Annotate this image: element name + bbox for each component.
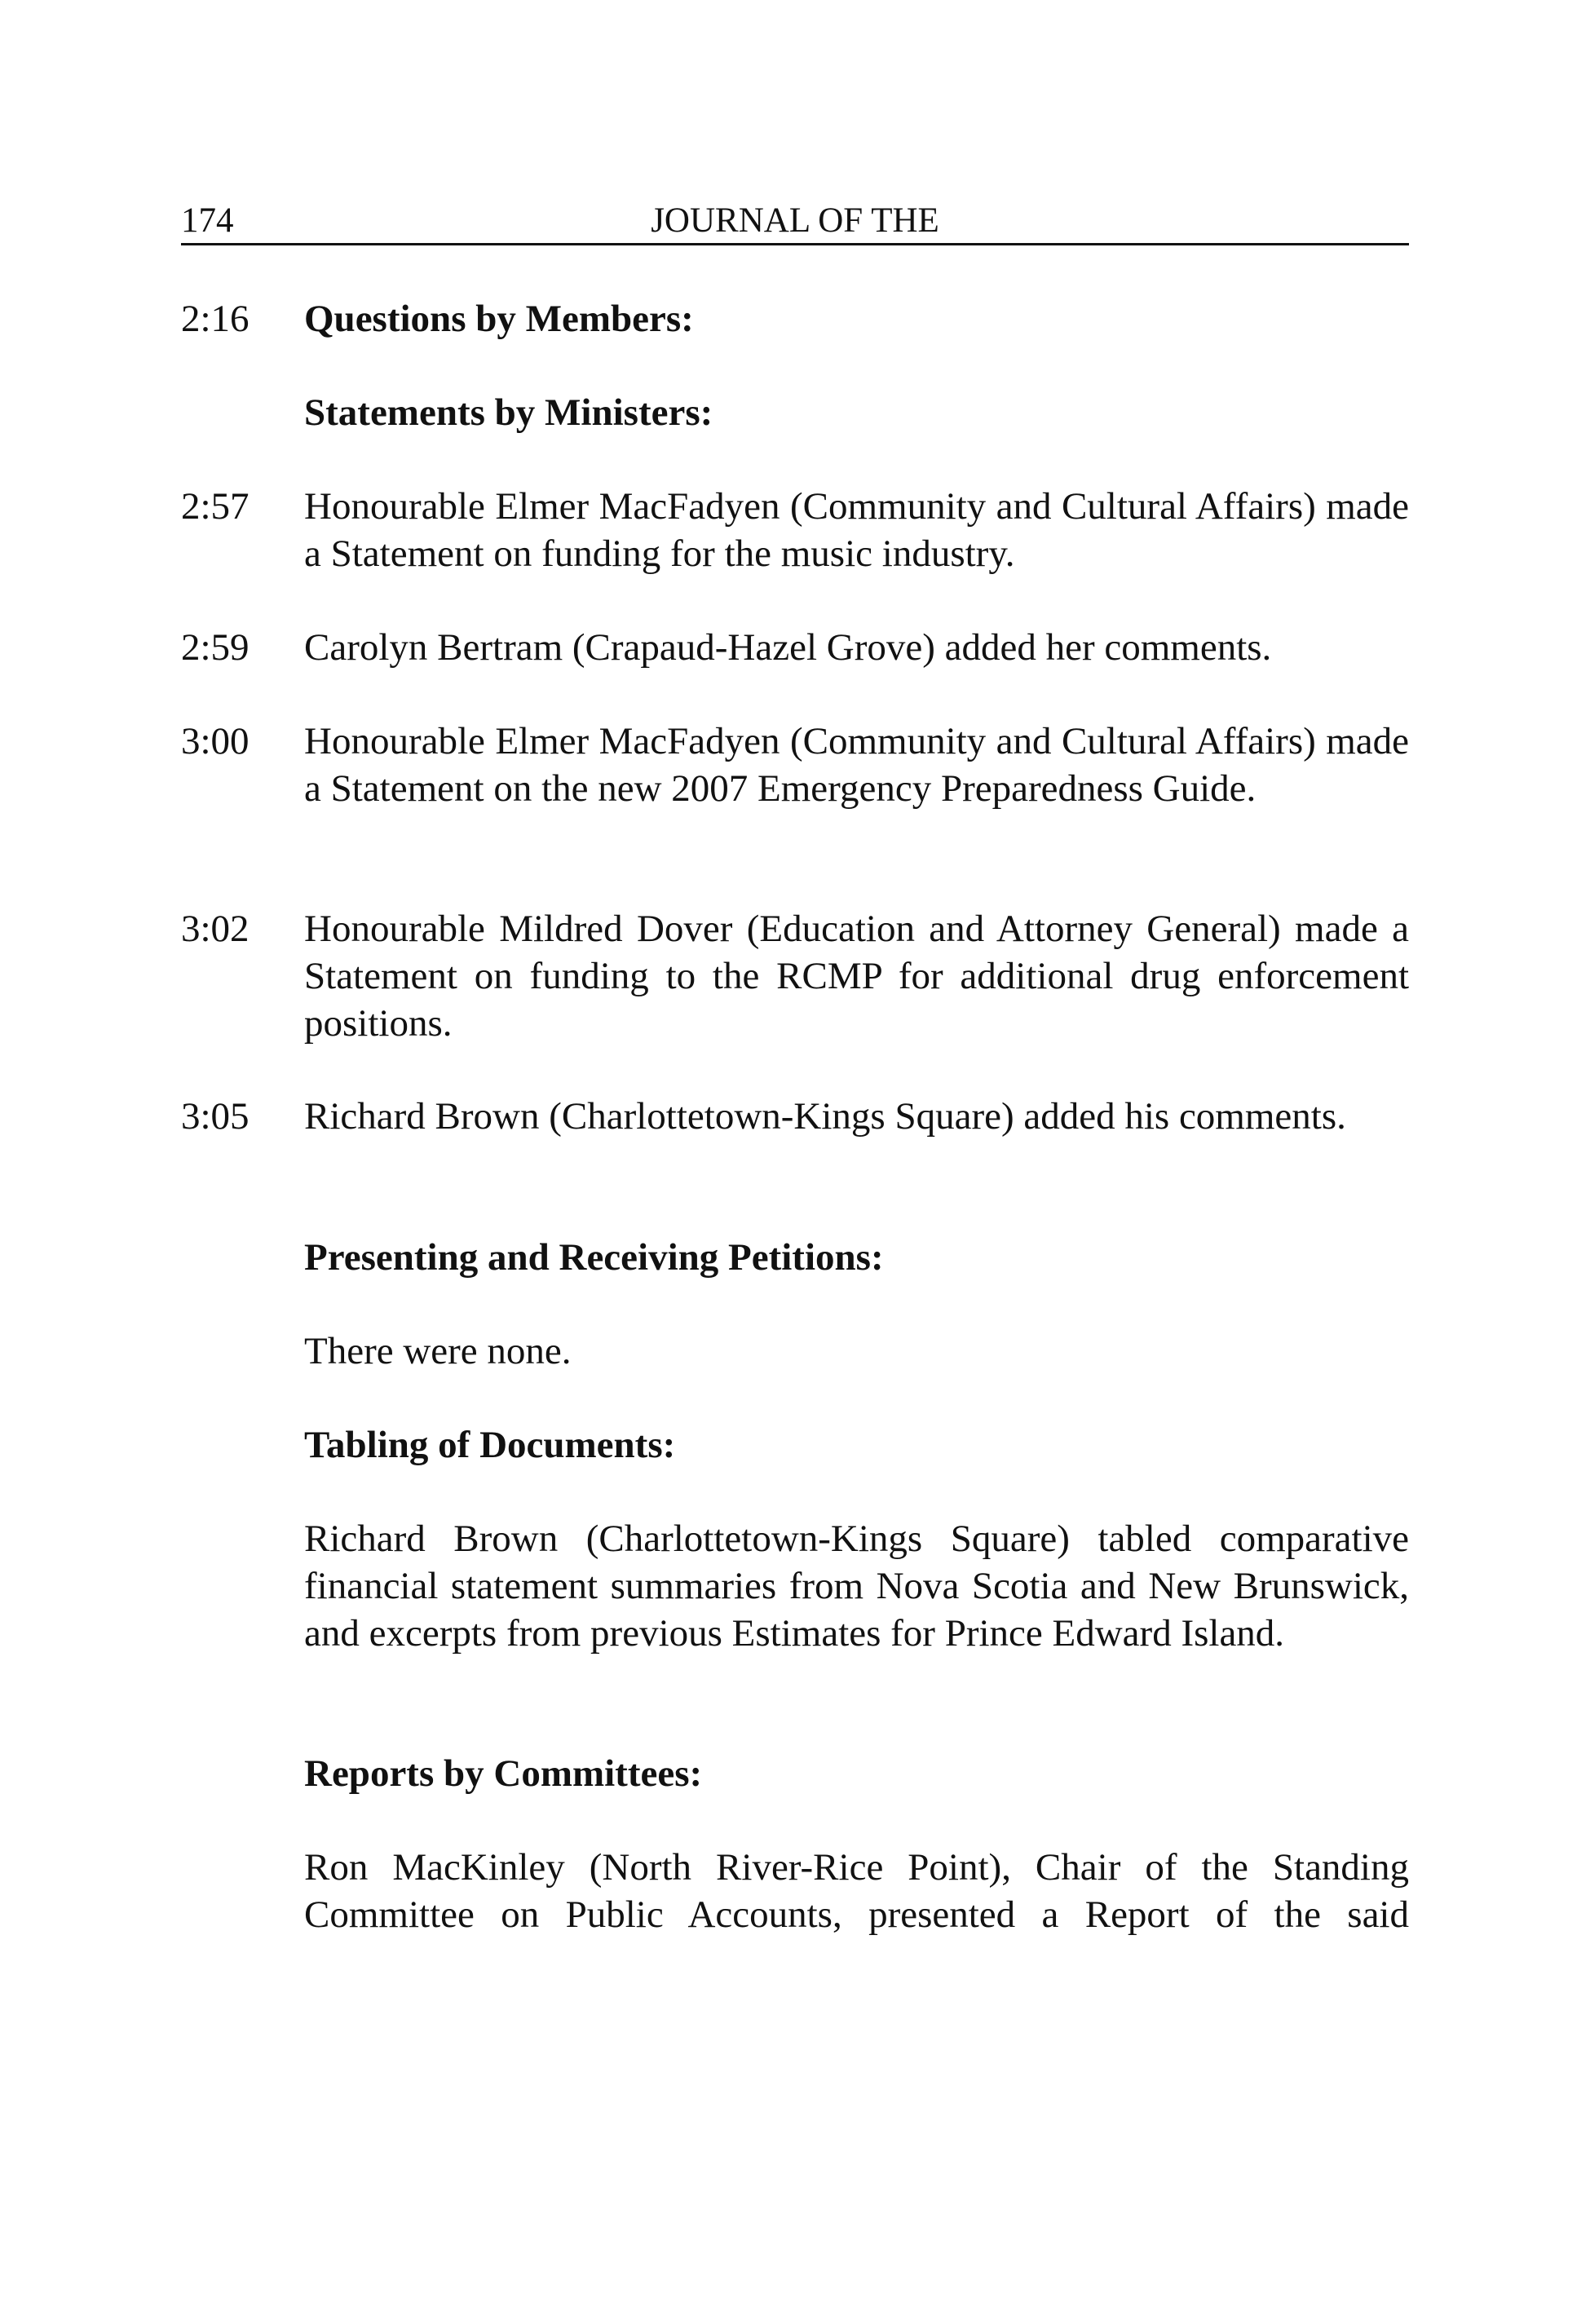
entry-text: Richard Brown (Charlottetown-Kings Square) added his comments.	[304, 1095, 1346, 1138]
section-heading: Presenting and Receiving Petitions:	[304, 1236, 884, 1279]
entry-time: 3:00	[181, 720, 250, 762]
entry-time: 2:59	[181, 626, 250, 669]
entry-text: Honourable Mildred Dover (Education and Attorney General) made a Statement on funding to the RCMP for additional drug enforcement positions.	[304, 908, 1409, 1045]
page-header	[181, 199, 1409, 245]
entry-text: Richard Brown (Charlottetown-Kings Square) tabled comparative financial statement summaries from Nova Scotia and New Brunswick, and excerpts from previous Estimates for Prince Edward Island.	[304, 1518, 1409, 1655]
entry-text: Ron MacKinley (North River-Rice Point), Chair of the Standing Committee on Public Accounts, presented a Report of the said	[304, 1846, 1409, 1936]
section-heading: Statements by Ministers:	[304, 391, 713, 434]
entry-text: Honourable Elmer MacFadyen (Community and Cultural Affairs) made a Statement on funding for the music industry.	[304, 485, 1409, 575]
entry-time: 2:16	[181, 298, 250, 340]
section-heading: Questions by Members:	[304, 298, 694, 340]
entry-text: There were none.	[304, 1330, 572, 1372]
section-heading: Reports by Committees:	[304, 1752, 703, 1795]
entry-time: 3:02	[181, 908, 250, 950]
page-number: 174	[181, 201, 234, 240]
running-head: JOURNAL OF THE	[651, 201, 939, 240]
entry-time: 2:57	[181, 485, 250, 528]
entry-text: Honourable Elmer MacFadyen (Community and Cultural Affairs) made a Statement on the new 2007 Emergency Preparedness Guide.	[304, 720, 1409, 810]
entry-text: Carolyn Bertram (Crapaud-Hazel Grove) added her comments.	[304, 626, 1272, 669]
entry-time: 3:05	[181, 1095, 250, 1138]
section-heading: Tabling of Documents:	[304, 1424, 676, 1466]
